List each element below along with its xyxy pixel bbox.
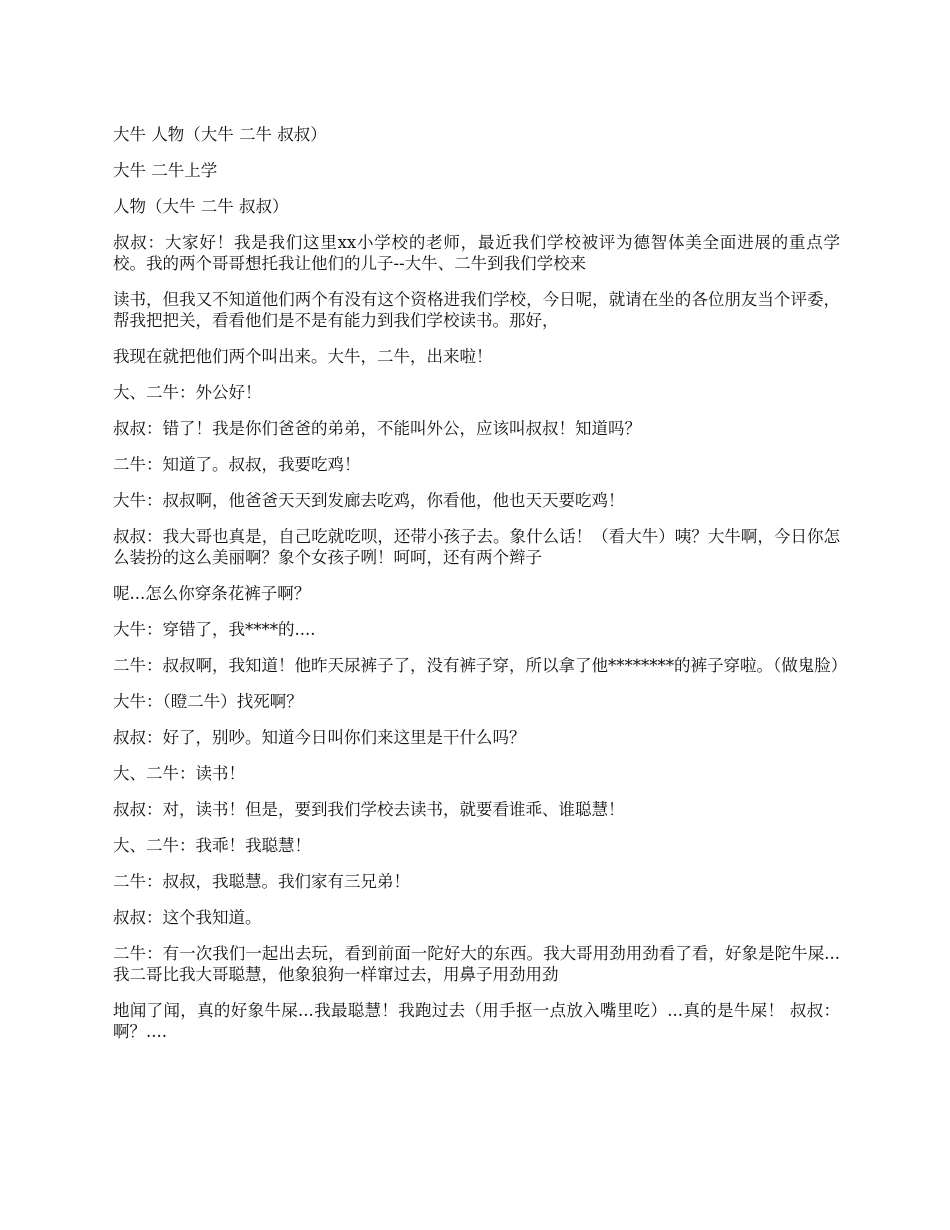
- paragraph-dialogue: 大牛：叔叔啊，他爸爸天天到发廊去吃鸡，你看他，他也天天要吃鸡！: [113, 491, 625, 510]
- document-page: [113, 124, 848, 1057]
- paragraph-title-1: 大牛 人物（大牛 二牛 叔叔）: [113, 125, 327, 144]
- paragraph-dialogue: 叔叔：我大哥也真是，自己吃就吃呗，还带小孩子去。象什么话！（看大牛）咦？大牛啊，今日你怎么装扮的这么美丽啊？象个女孩子咧！呵呵，还有两个辫子: [113, 527, 840, 567]
- paragraph-dialogue: 大、二牛：我乖！我聪慧！: [113, 836, 311, 855]
- paragraph-dialogue: 叔叔：好了，别吵。知道今日叫你们来这里是干什么吗？: [113, 728, 526, 747]
- paragraph-dialogue: 呢...怎么你穿条花裤子啊？: [113, 584, 311, 603]
- paragraph-dialogue: 二牛：叔叔，我聪慧。我们家有三兄弟！: [113, 872, 410, 891]
- paragraph-dialogue: 叔叔：大家好！我是我们这里xx小学校的老师，最近我们学校被评为德智体美全面进展的重点学校。我的两个哥哥想托我让他们的儿子--大牛、二牛到我们学校来: [113, 233, 840, 273]
- paragraph-title-2: 大牛 二牛上学: [113, 161, 218, 180]
- paragraph-dialogue: 大牛：（瞪二牛）找死啊？: [113, 692, 303, 711]
- paragraph-dialogue: 大牛：穿错了，我****的....: [113, 620, 316, 639]
- paragraph-dialogue: 叔叔：对，读书！但是，要到我们学校去读书，就要看谁乖、谁聪慧！: [113, 800, 625, 819]
- paragraph-dialogue: 读书，但我又不知道他们两个有没有这个资格进我们学校，今日呢，就请在坐的各位朋友当个评委，帮我把把关，看看他们是不是有能力到我们学校读书。那好，: [113, 290, 840, 330]
- paragraph-dialogue: 二牛：知道了。叔叔，我要吃鸡！: [113, 455, 361, 474]
- paragraph-dialogue: 地闻了闻，真的好象牛屎...我最聪慧！我跑过去（用手抠一点放入嘴里吃）...真的是牛屎！ 叔叔：啊？....: [113, 1001, 840, 1041]
- paragraph-dialogue: 叔叔：这个我知道。: [113, 908, 262, 927]
- paragraph-dialogue: 我现在就把他们两个叫出来。大牛，二牛，出来啦！: [113, 347, 493, 366]
- paragraph-dialogue: 大、二牛：外公好！: [113, 383, 262, 402]
- paragraph-dialogue: 叔叔：错了！我是你们爸爸的弟弟，不能叫外公，应该叫叔叔！知道吗？: [113, 419, 641, 438]
- paragraph-characters: 人物（大牛 二牛 叔叔）: [113, 197, 289, 216]
- paragraph-dialogue: 大、二牛：读书！: [113, 764, 245, 783]
- paragraph-dialogue: 二牛：有一次我们一起出去玩，看到前面一陀好大的东西。我大哥用劲用劲看了看，好象是陀牛屎...我二哥比我大哥聪慧，他象狼狗一样窜过去，用鼻子用劲用劲: [113, 944, 840, 984]
- paragraph-dialogue: 二牛：叔叔啊，我知道！他昨天尿裤子了，没有裤子穿，所以拿了他********的裤子穿啦。（做鬼脸）: [113, 656, 848, 675]
